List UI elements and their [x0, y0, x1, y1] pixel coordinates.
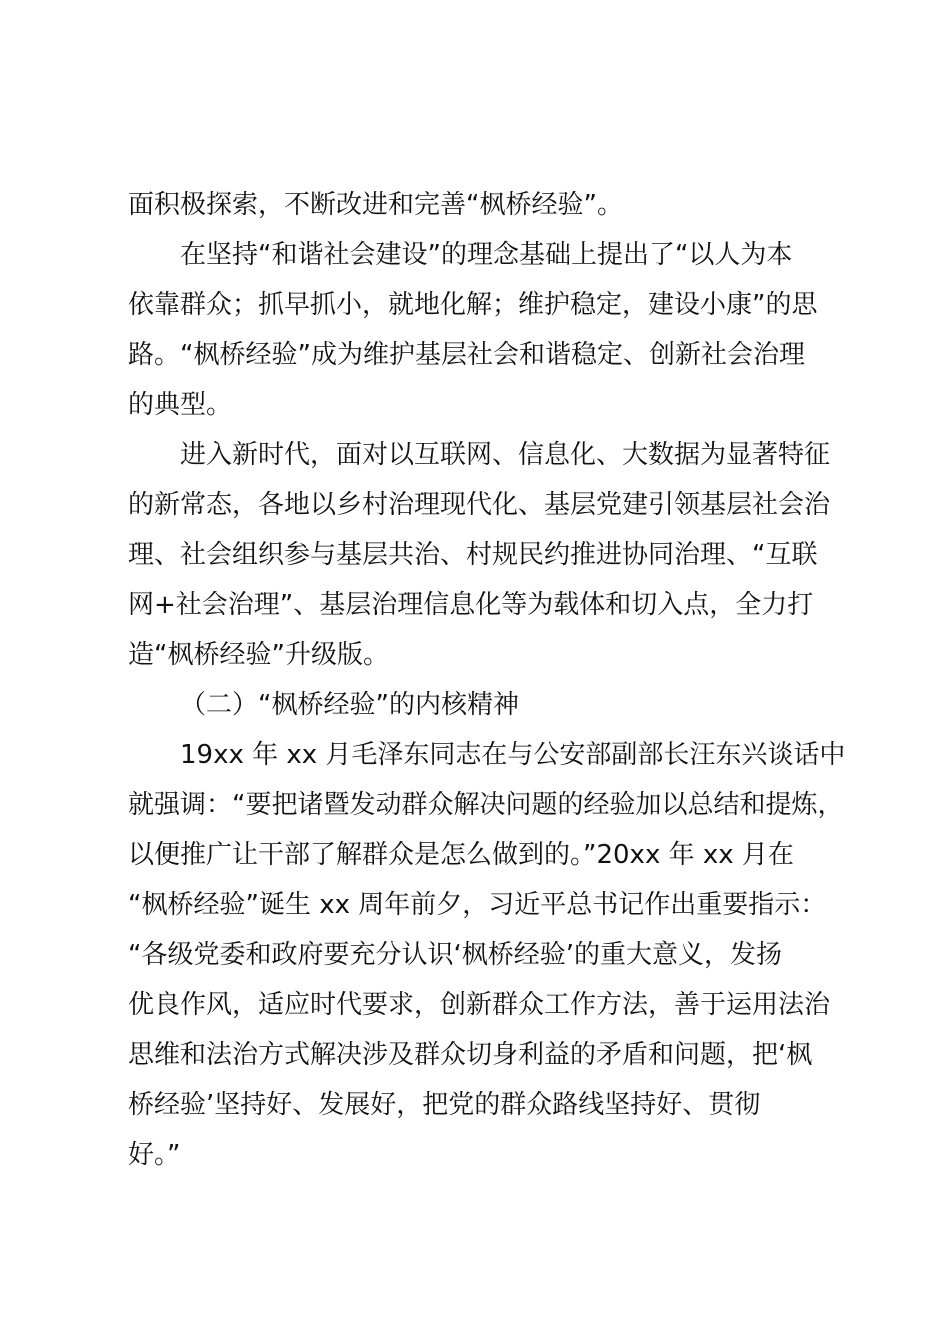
text-line: 优良作风，适应时代要求，创新群众工作方法，善于运用法治: [128, 990, 831, 1020]
text-line: 网+社会治理”、基层治理信息化等为载体和切入点，全力打: [128, 590, 814, 620]
text-line: 19xx 年 xx 月毛泽东同志在与公安部副部长汪东兴谈话中: [180, 740, 846, 770]
text-line: 的典型。: [128, 390, 233, 420]
text-line: 好。”: [128, 1140, 181, 1170]
text-line: 依靠群众；抓早抓小，就地化解；维护稳定，建设小康”的思: [128, 290, 818, 320]
text-line: 的新常态，各地以乡村治理现代化、基层党建引领基层社会治: [128, 490, 831, 520]
text-line: 以便推广让干部了解群众是怎么做到的。”20xx 年 xx 月在: [128, 840, 794, 870]
text-line: “枫桥经验”诞生 xx 周年前夕，习近平总书记作出重要指示：: [128, 890, 827, 920]
text-line: 面积极探索，不断改进和完善“枫桥经验”。: [128, 190, 623, 220]
section-heading: （二）“枫桥经验”的内核精神: [180, 690, 519, 720]
text-line: 造“枫桥经验”升级版。: [128, 640, 389, 670]
text-line: 路。“枫桥经验”成为维护基层社会和谐稳定、创新社会治理: [128, 340, 805, 370]
document-body: [128, 180, 846, 1180]
text-line: 桥经验’坚持好、发展好，把党的群众路线坚持好、贯彻: [128, 1090, 761, 1120]
text-line: 就强调：“要把诸暨发动群众解决问题的经验加以总结和提炼，: [128, 790, 844, 820]
text-line: 理、社会组织参与基层共治、村规民约推进协同治理、“互联: [128, 540, 818, 570]
text-line: 在坚持“和谐社会建设”的理念基础上提出了“以人为本: [180, 240, 793, 270]
text-line: 思维和法治方式解决涉及群众切身利益的矛盾和问题，把‘枫: [128, 1040, 813, 1070]
text-line: “各级党委和政府要充分认识‘枫桥经验’的重大意义，发扬: [128, 940, 782, 970]
text-line: 进入新时代，面对以互联网、信息化、大数据为显著特征: [180, 440, 831, 470]
